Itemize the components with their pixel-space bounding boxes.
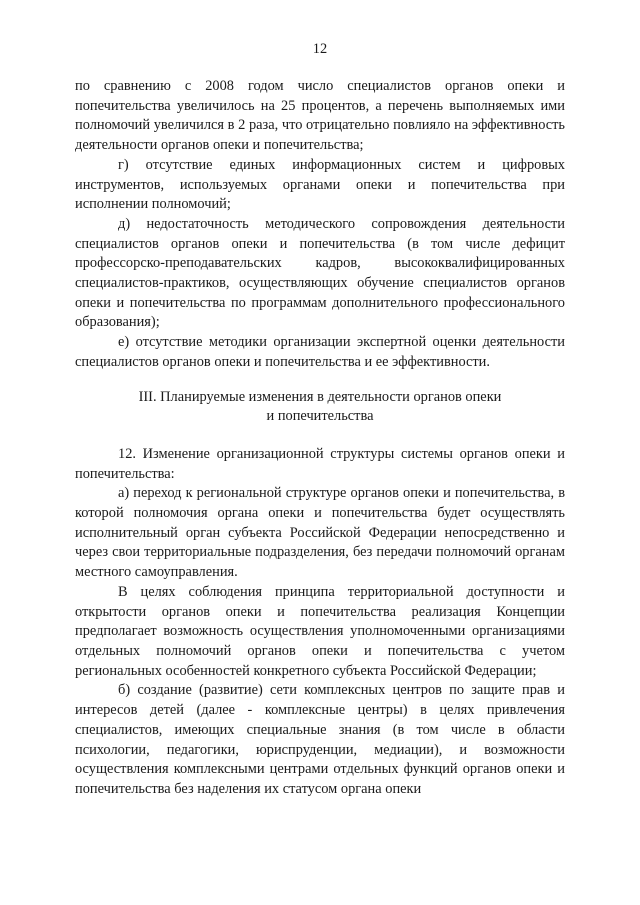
paragraph-item-g: г) отсутствие единых информационных систем и цифровых инструментов, используемых органами опеки и попечительства при исполнении полномочий; [75, 156, 565, 213]
paragraph-territorial-access: В целях соблюдения принципа территориальной доступности и открытости органов опеки и попечительства реализация Концепции предполагает возможность осуществления уполномоченными организациями отдельных полномочий органов опеки и попечительства с учетом региональных особенностей конкретного субъекта Российской Федерации; [75, 583, 565, 679]
paragraph-item-d: д) недостаточность методического сопровождения деятельности специалистов органов опеки и попечительства (в том числе дефицит профессорско-преподавательских кадров, высококвалифицированных специалистов-практиков, осуществляющих обучение специалистов органов опеки и попечительства по программам дополнительного профессионального образования); [75, 215, 565, 331]
paragraph-item-12: 12. Изменение организационной структуры системы органов опеки и попечительства: [75, 445, 565, 482]
section-heading-line-1: III. Планируемые изменения в деятельности органов опеки [138, 388, 502, 405]
page-number: 12 [312, 41, 328, 57]
paragraph-item-b: б) создание (развитие) сети комплексных центров по защите прав и интересов детей (далее - комплексные центры) в целях привлечения специалистов, имеющих специальные знания (в том числе в области психологии, педагогики, юриспруденции, медиации), и возможности осуществления комплексными центрами отдельных функций органов опеки и попечительства без наделения их статусом органа опеки [75, 682, 565, 797]
section-heading-line-2: и попечительства [266, 408, 374, 425]
document-body [75, 77, 565, 800]
paragraph-item-a: а) переход к региональной структуре органов опеки и попечительства, в которой полномочия органа опеки и попечительства будет осуществлять исполнительный орган субъекта Российской Федерации непосредственно и через свои территориальные подразделения, без передачи полномочий органам местного самоуправления. [75, 485, 565, 581]
paragraph-continuation: по сравнению с 2008 годом число специалистов органов опеки и попечительства увеличилось на 25 процентов, а перечень выполняемых ими полномочий увеличился в 2 раза, что отрицательно повлияло на эффективность деятельности органов опеки и попечительства; [75, 78, 565, 154]
paragraph-item-e: е) отсутствие методики организации экспертной оценки деятельности специалистов органов опеки и попечительства и ее эффективности. [75, 334, 565, 370]
